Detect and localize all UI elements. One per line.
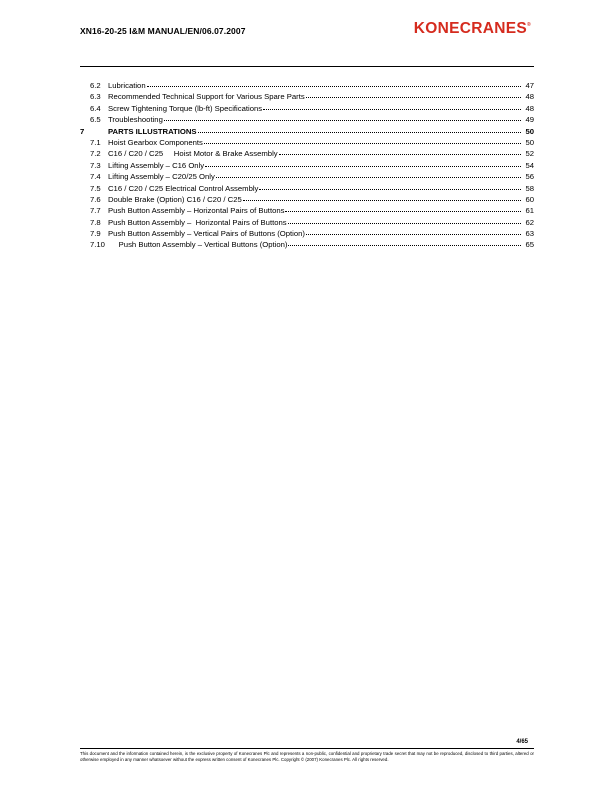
dot-leader bbox=[306, 91, 521, 98]
toc-entry-title: Lifting Assembly – C20/25 Only bbox=[108, 172, 215, 182]
dot-leader bbox=[164, 114, 521, 121]
toc-entry-number: 7 bbox=[80, 126, 85, 136]
toc-entry-number: 7.7 bbox=[90, 206, 101, 216]
toc-entry[interactable] bbox=[80, 228, 534, 239]
toc-entry-page: 60 bbox=[525, 194, 534, 204]
dot-leader bbox=[216, 171, 521, 178]
toc-entry-title: Push Button Assembly – Horizontal Pairs of Buttons bbox=[108, 217, 287, 227]
confidentiality-notice: This document and the information contained herein, is the exclusive property of Konecranes Plc and represents a non-public, confidential and proprietary trade secret that may not be reproduced, disclosed to third parties, altered or otherwise employed in any manner whatsoever without the express written consent of Konecranes Plc. Copyright © (2007) Konecranes Plc. All rights reserved. bbox=[80, 751, 534, 762]
toc-entry-title: Hoist Gearbox Components bbox=[108, 137, 203, 147]
toc-entry-number: 6.2 bbox=[90, 81, 101, 90]
toc-entry-title: Troubleshooting bbox=[108, 115, 163, 125]
toc-entry-title: Screw Tightening Torque (lb-ft) Specifications bbox=[108, 103, 263, 113]
dot-leader bbox=[285, 205, 521, 212]
registered-mark: ® bbox=[527, 22, 531, 28]
toc-entry[interactable] bbox=[80, 183, 534, 194]
toc-entry-number: 7.8 bbox=[90, 217, 101, 227]
toc-entry-number: 7.4 bbox=[90, 172, 101, 182]
dot-leader bbox=[147, 80, 521, 87]
toc-entry-title: Push Button Assembly – Vertical Buttons (Option) bbox=[108, 240, 288, 250]
table-of-contents bbox=[80, 80, 534, 251]
toc-entry-page: 56 bbox=[525, 172, 534, 182]
toc-entry-title: Push Button Assembly – Vertical Pairs of Buttons (Option) bbox=[108, 229, 305, 239]
toc-entry-title: Double Brake (Option) C16 / C20 / C25 bbox=[108, 194, 242, 204]
footer-divider bbox=[80, 748, 534, 749]
toc-entry-page: 50 bbox=[525, 126, 534, 136]
header-divider bbox=[80, 66, 534, 67]
dot-leader bbox=[279, 148, 521, 155]
toc-entry-title: Push Button Assembly – Horizontal Pairs of Buttons bbox=[108, 206, 285, 216]
toc-entry-page: 65 bbox=[525, 240, 534, 250]
toc-entry[interactable] bbox=[80, 217, 534, 228]
toc-entry-page: 52 bbox=[525, 149, 534, 159]
toc-entry-page: 61 bbox=[525, 206, 534, 216]
dot-leader bbox=[288, 217, 521, 224]
toc-entry-number: 6.4 bbox=[90, 103, 101, 113]
dot-leader bbox=[288, 239, 521, 246]
toc-entry-title: C16 / C20 / C25 Electrical Control Assembly bbox=[108, 183, 259, 193]
toc-entry-number: 7.3 bbox=[90, 160, 101, 170]
dot-leader bbox=[205, 160, 521, 167]
toc-entry[interactable] bbox=[80, 205, 534, 216]
toc-entry-page: 48 bbox=[525, 103, 534, 113]
toc-entry-title: C16 / C20 / C25 Hoist Motor & Brake Assembly bbox=[108, 149, 278, 159]
toc-entry[interactable] bbox=[80, 148, 534, 159]
toc-entry-number: 6.3 bbox=[90, 92, 101, 102]
toc-entry[interactable] bbox=[80, 160, 534, 171]
toc-entry[interactable] bbox=[80, 91, 534, 102]
toc-entry-page: 49 bbox=[525, 115, 534, 125]
toc-entry-title: Lifting Assembly – C16 Only bbox=[108, 160, 205, 170]
toc-entry[interactable] bbox=[80, 114, 534, 125]
toc-entry-title: Lubrication bbox=[108, 81, 146, 90]
toc-entry-page: 54 bbox=[525, 160, 534, 170]
toc-entry-page: 47 bbox=[525, 81, 534, 90]
dot-leader bbox=[306, 228, 521, 235]
toc-entry-title: PARTS ILLUSTRATIONS bbox=[108, 126, 197, 136]
toc-entry-title: Recommended Technical Support for Various Spare Parts bbox=[108, 92, 305, 102]
toc-entry-page: 62 bbox=[525, 217, 534, 227]
toc-entry-number: 7.6 bbox=[90, 194, 101, 204]
dot-leader bbox=[198, 126, 521, 133]
toc-entry[interactable] bbox=[80, 171, 534, 182]
toc-entry-page: 63 bbox=[525, 229, 534, 239]
dot-leader bbox=[259, 183, 521, 190]
toc-entry-page: 48 bbox=[525, 92, 534, 102]
toc-entry-number: 7.5 bbox=[90, 183, 101, 193]
logo-text: KONECRANES bbox=[413, 20, 528, 37]
toc-entry-page: 58 bbox=[525, 183, 534, 193]
toc-entry-number: 6.5 bbox=[90, 115, 101, 125]
toc-entry[interactable] bbox=[80, 194, 534, 205]
toc-entry-number: 7.9 bbox=[90, 229, 101, 239]
dot-leader bbox=[204, 137, 521, 144]
toc-entry[interactable] bbox=[80, 126, 534, 137]
dot-leader bbox=[263, 103, 521, 110]
toc-entry[interactable] bbox=[80, 80, 534, 91]
toc-entry-number: 7.1 bbox=[90, 137, 101, 147]
toc-entry[interactable] bbox=[80, 137, 534, 148]
toc-entry-number: 7.2 bbox=[90, 149, 101, 159]
document-title: XN16-20-25 I&M MANUAL/EN/06.07.2007 bbox=[80, 26, 246, 36]
toc-entry[interactable] bbox=[80, 103, 534, 114]
toc-entry-page: 50 bbox=[525, 137, 534, 147]
page-number: 4/65 bbox=[516, 739, 528, 745]
dot-leader bbox=[243, 194, 521, 201]
toc-entry-number: 7.10 bbox=[90, 240, 105, 250]
toc-entry[interactable] bbox=[80, 239, 534, 250]
konecranes-logo bbox=[414, 20, 531, 38]
